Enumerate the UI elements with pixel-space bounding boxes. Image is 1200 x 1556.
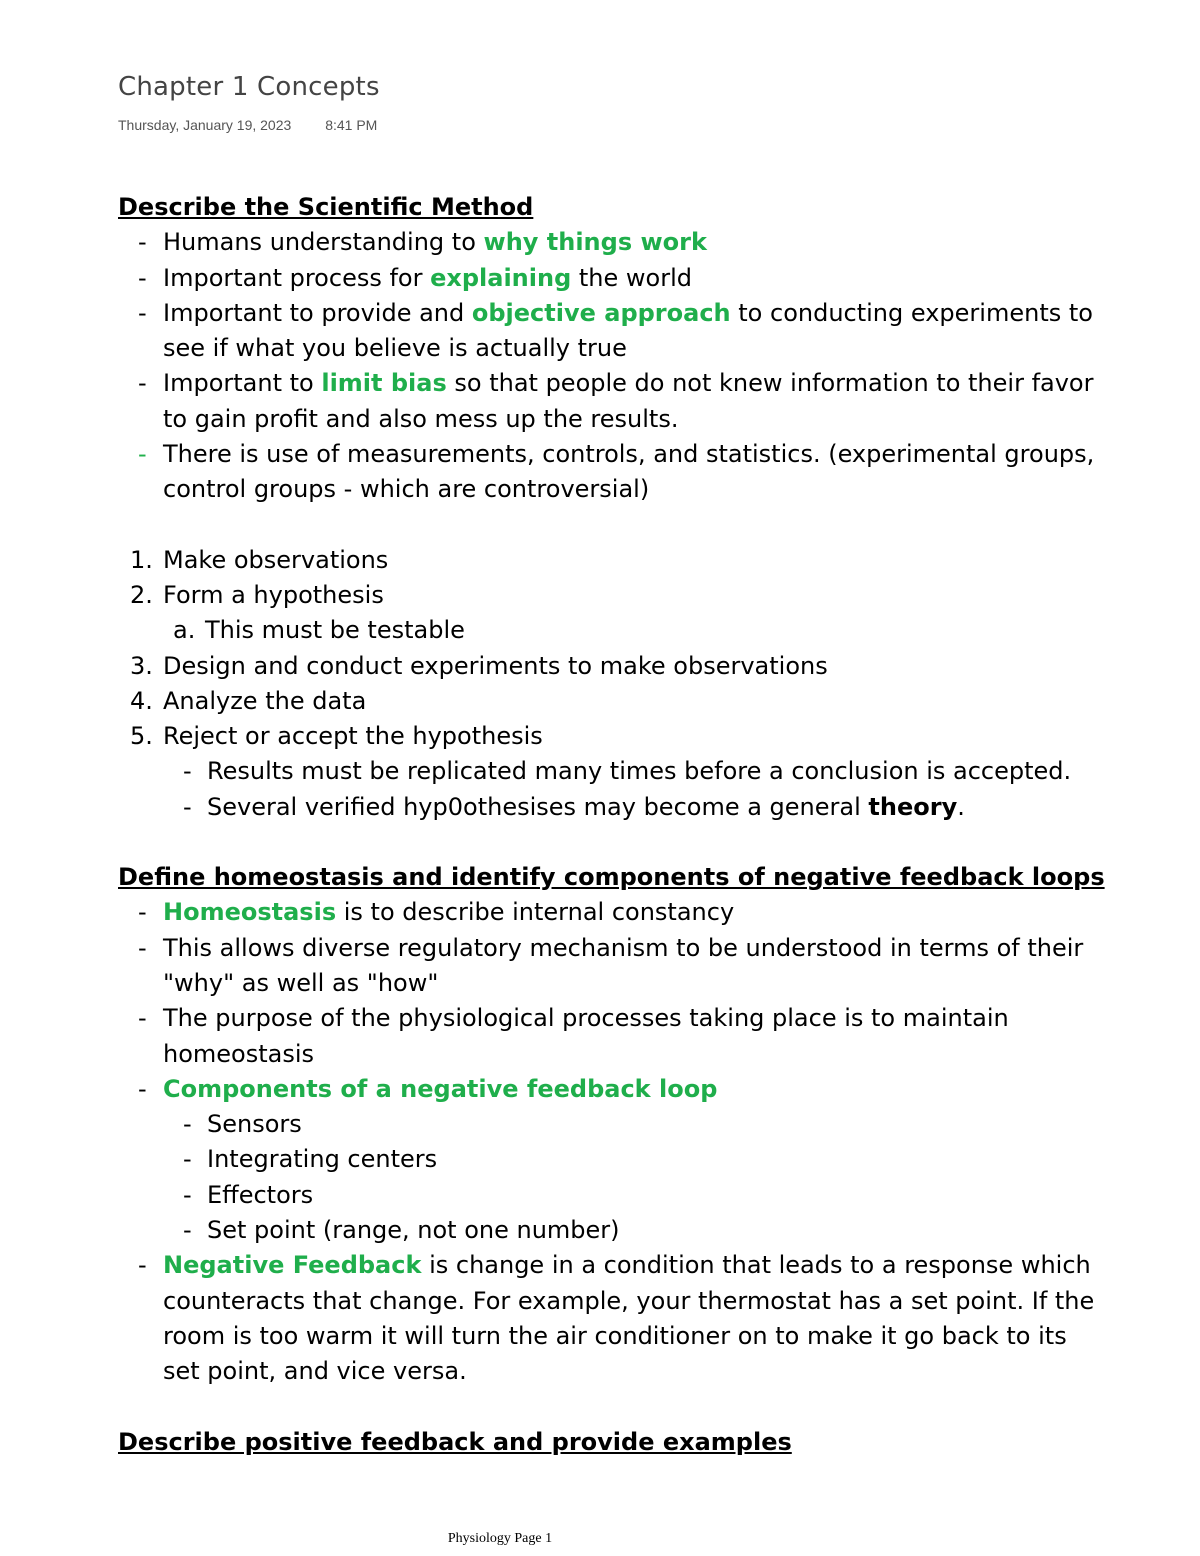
dash-marker: - [138,440,147,469]
numbered-step: 2. Form a hypothesis [118,578,1198,613]
bullet-item: - Humans understanding to why things work [118,225,1198,260]
sub-bullet-item: - Effectors [118,1178,1198,1213]
note-metadata [118,117,377,133]
highlight-text: limit bias [321,369,447,398]
highlight-text: Homeostasis [163,898,337,927]
bullet-item: - This allows diverse regulatory mechanism to be understood in terms of their "why" as well as "how" [118,931,1198,1002]
note-time: 8:41 PM [325,117,378,133]
dash-marker: - [183,1110,192,1139]
dash-marker: - [138,263,147,292]
bold-term: theory [868,792,958,821]
dash-marker: - [138,1074,147,1103]
dash-marker: - [183,757,192,786]
dash-marker: - [183,1216,192,1245]
numbered-step: 5. Reject or accept the hypothesis [118,719,1198,754]
highlight-text: Negative Feedback [163,1251,422,1280]
bullet-item: - Homeostasis is to describe internal constancy [118,895,1198,930]
number-marker: 2. [130,580,153,609]
dash-marker: - [138,898,147,927]
bullet-item [118,1072,1198,1107]
lettered-substep: a. This must be testable [118,613,1198,648]
dash-marker: - [138,1004,147,1033]
bullet-item: - There is use of measurements, controls, and statistics. (experimental groups, control groups - which are controversial) [118,437,1198,508]
note-date: Thursday, January 19, 2023 [118,117,292,133]
bullet-item: - The purpose of the physiological processes taking place is to maintain homeostasis [118,1001,1198,1072]
dash-marker: - [138,298,147,327]
bullet-item: - Negative Feedback is change in a condition that leads to a response which counteracts that change. For example, your thermostat has a set point. If the room is too warm it will turn the air conditioner on to make it go back to its set point, and vice versa. [118,1248,1198,1389]
numbered-step: 1. Make observations [118,543,1198,578]
number-marker: 3. [130,651,153,680]
dash-marker: - [183,1180,192,1209]
dash-marker: - [183,792,192,821]
sub-bullet-item: - Integrating centers [118,1142,1198,1177]
section-heading-scientific-method: Describe the Scientific Method [118,193,534,221]
dash-marker: - [138,1251,147,1280]
number-marker: 1. [130,545,153,574]
dash-marker: - [138,933,147,962]
highlight-text: Components of a negative feedback loop [163,1074,718,1103]
sub-bullet-item: - Several verified hyp0othesises may become a general theory. [118,790,1198,825]
section-heading-positive-feedback: Describe positive feedback and provide examples [118,1427,792,1456]
number-marker: 4. [130,686,153,715]
dash-marker: - [138,369,147,398]
page-title: Chapter 1 Concepts [118,72,380,102]
bullet-item: - Important to limit bias so that people do not knew information to their favor to gain profit and also mess up the results. [118,366,1198,437]
highlight-text: objective approach [471,298,731,327]
sub-bullet-item: - Set point (range, not one number) [118,1213,1198,1248]
bullet-item: - Important process for explaining the world [118,261,1198,296]
sub-bullet-item: - Results must be replicated many times before a conclusion is accepted. [118,754,1198,789]
section-heading-homeostasis: Define homeostasis and identify components of negative feedback loops [118,863,1105,892]
numbered-step: 3. Design and conduct experiments to make observations [118,649,1198,684]
highlight-text: why things work [483,228,707,257]
bullet-item: - Important to provide and objective approach to conducting experiments to see if what you believe is actually true [118,296,1198,367]
highlight-text: explaining [430,263,572,292]
page-footer: Physiology Page 1 [447,1531,553,1546]
dash-marker: - [183,1145,192,1174]
dash-marker: - [138,228,147,257]
number-marker: 5. [130,722,153,751]
letter-marker: a. [173,616,196,645]
sub-bullet-item: - Sensors [118,1107,1198,1142]
note-body [118,190,1198,1460]
numbered-step: 4. Analyze the data [118,684,1198,719]
